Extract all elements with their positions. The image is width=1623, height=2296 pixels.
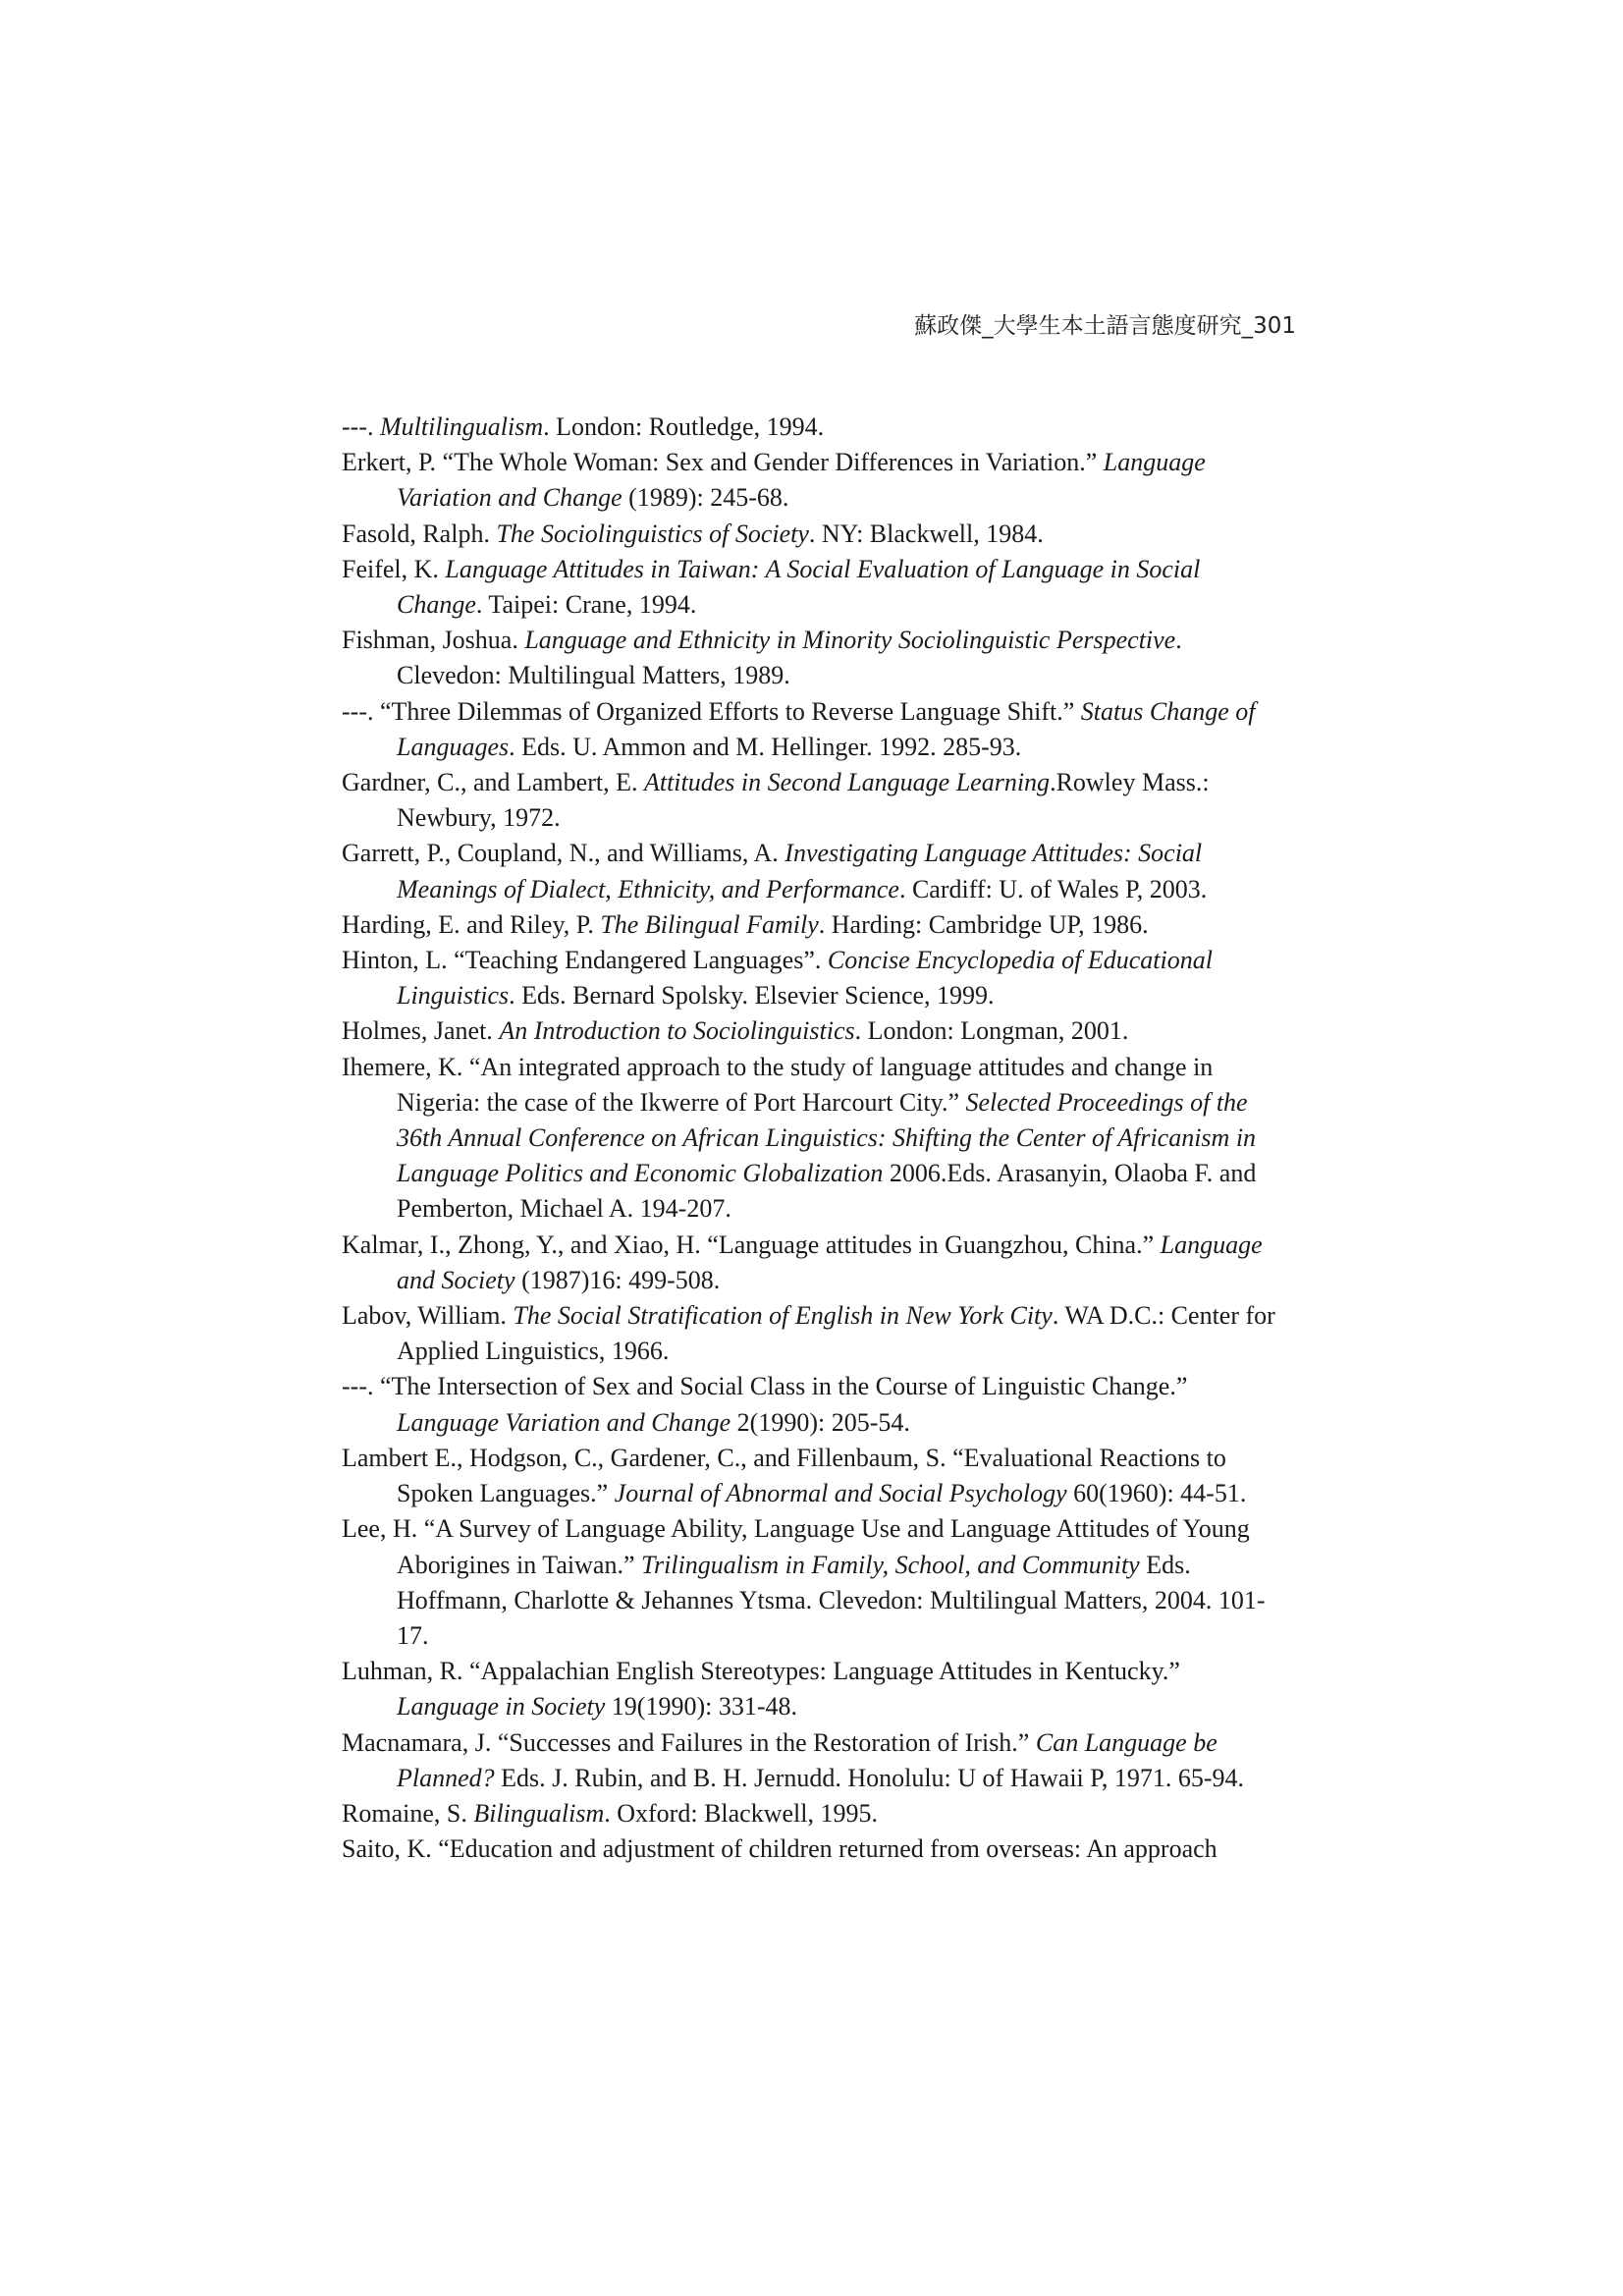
reference-entry bbox=[342, 943, 1284, 1013]
reference-title-italic: The Bilingual Family bbox=[600, 909, 819, 939]
reference-text: ---. “Three Dilemmas of Organized Efforts to Reverse Language Shift.” bbox=[342, 696, 1081, 726]
reference-text: Erkert, P. “The Whole Woman: Sex and Gender Differences in Variation.” bbox=[342, 448, 1104, 477]
reference-title-italic: Trilingualism in Family, School, and Community bbox=[640, 1550, 1140, 1579]
reference-entry bbox=[342, 1050, 1284, 1228]
reference-entry bbox=[342, 1654, 1284, 1724]
reference-entry bbox=[342, 1796, 1284, 1831]
reference-text: Holmes, Janet. bbox=[342, 1016, 500, 1046]
reference-title-italic: The Social Stratification of English in New York City bbox=[513, 1301, 1053, 1331]
reference-title-italic: The Sociolinguistics of Society bbox=[496, 519, 809, 548]
reference-entry bbox=[342, 1013, 1284, 1049]
reference-title-italic: Bilingualism bbox=[473, 1798, 605, 1828]
reference-text: .Rowley Mass.: Newbury, 1972. bbox=[397, 768, 1210, 833]
reference-title-italic: Can Language be Planned? bbox=[397, 1727, 1217, 1792]
reference-text: Romaine, S. bbox=[342, 1798, 474, 1828]
reference-text: Macnamara, J. “Successes and Failures in the Restoration of Irish.” bbox=[342, 1727, 1036, 1757]
reference-title-italic: Language and Society bbox=[397, 1230, 1263, 1294]
running-header: 蘇政傑_大學生本土語言態度研究_301 bbox=[914, 313, 1296, 339]
reference-text: . London: Longman, 2001. bbox=[854, 1016, 1129, 1046]
reference-text: Labov, William. bbox=[342, 1301, 514, 1331]
reference-text: Harding, E. and Riley, P. bbox=[342, 909, 601, 939]
reference-text: ---. bbox=[342, 412, 380, 441]
reference-text: 2(1990): 205-54. bbox=[730, 1407, 910, 1437]
reference-entry bbox=[342, 517, 1284, 552]
reference-entry bbox=[342, 1511, 1284, 1654]
reference-entry bbox=[342, 623, 1284, 693]
reference-text: . Harding: Cambridge UP, 1986. bbox=[818, 909, 1149, 939]
reference-text: Eds. Hoffmann, Charlotte & Jehannes Ytsma. Clevedon: Multilingual Matters, 2004. 101-17. bbox=[397, 1550, 1266, 1650]
reference-text: (1989): 245-68. bbox=[622, 483, 789, 513]
reference-text: Kalmar, I., Zhong, Y., and Xiao, H. “Language attitudes in Guangzhou, China.” bbox=[342, 1230, 1161, 1259]
reference-title-italic: Investigating Language Attitudes: Social Meanings of Dialect, Ethnicity, and Performance bbox=[397, 839, 1203, 903]
reference-list bbox=[342, 410, 1284, 1867]
reference-text: . Taipei: Crane, 1994. bbox=[475, 590, 697, 620]
reference-title-italic: Language Variation and Change bbox=[397, 1407, 731, 1437]
reference-title-italic: Language and Ethnicity in Minority Sociolinguistic Perspective bbox=[524, 626, 1176, 655]
reference-text: Fishman, Joshua. bbox=[342, 626, 525, 655]
reference-title-italic: Attitudes in Second Language Learning bbox=[643, 768, 1051, 797]
reference-text: Garrett, P., Coupland, N., and Williams, A. bbox=[342, 839, 785, 868]
reference-text: Gardner, C., and Lambert, E. bbox=[342, 768, 644, 797]
reference-entry bbox=[342, 1831, 1284, 1867]
reference-text: . NY: Blackwell, 1984. bbox=[808, 519, 1044, 548]
reference-entry bbox=[342, 1725, 1284, 1796]
reference-text: Hinton, L. “Teaching Endangered Languages”. bbox=[342, 946, 828, 975]
reference-title-italic: Status Change of Languages bbox=[397, 696, 1256, 761]
reference-title-italic: Multilingualism bbox=[379, 412, 544, 441]
reference-text: . WA D.C.: Center for Applied Linguistics, 1966. bbox=[397, 1301, 1275, 1366]
reference-text: Luhman, R. “Appalachian English Stereotypes: Language Attitudes in Kentucky.” bbox=[342, 1657, 1180, 1686]
reference-entry bbox=[342, 836, 1284, 906]
reference-title-italic: An Introduction to Sociolinguistics bbox=[499, 1016, 855, 1046]
reference-title-italic: Language Variation and Change bbox=[397, 448, 1206, 513]
reference-entry bbox=[342, 694, 1284, 765]
reference-entry bbox=[342, 1441, 1284, 1511]
reference-title-italic: Concise Encyclopedia of Educational Linguistics bbox=[397, 946, 1213, 1011]
reference-entry bbox=[342, 765, 1284, 836]
reference-entry bbox=[342, 907, 1284, 943]
reference-text: 60(1960): 44-51. bbox=[1066, 1479, 1247, 1508]
reference-text: . Eds. Bernard Spolsky. Elsevier Science, 1999. bbox=[509, 981, 995, 1011]
reference-text: . Eds. U. Ammon and M. Hellinger. 1992. 285-93. bbox=[509, 732, 1022, 761]
reference-entry bbox=[342, 1298, 1284, 1369]
reference-text: ---. “The Intersection of Sex and Social Class in the Course of Linguistic Change.” bbox=[342, 1372, 1188, 1401]
reference-text: Saito, K. “Education and adjustment of children returned from overseas: An approach bbox=[342, 1834, 1217, 1864]
reference-entry bbox=[342, 552, 1284, 623]
reference-text: . Clevedon: Multilingual Matters, 1989. bbox=[397, 626, 1182, 690]
reference-text: . Cardiff: U. of Wales P, 2003. bbox=[898, 874, 1208, 903]
reference-text: Lambert E., Hodgson, C., Gardener, C., and Fillenbaum, S. “Evaluational Reactions to Spoken Languages.” bbox=[342, 1443, 1226, 1508]
reference-entry bbox=[342, 445, 1284, 516]
reference-text: Lee, H. “A Survey of Language Ability, Language Use and Language Attitudes of Young Aborigines in Taiwan.” bbox=[342, 1514, 1250, 1579]
reference-entry bbox=[342, 410, 1284, 445]
reference-title-italic: Language in Society bbox=[397, 1692, 606, 1722]
reference-text: . Oxford: Blackwell, 1995. bbox=[604, 1798, 878, 1828]
reference-text: 19(1990): 331-48. bbox=[605, 1692, 797, 1722]
reference-text: 2006.Eds. Arasanyin, Olaoba F. and Pemberton, Michael A. 194-207. bbox=[397, 1159, 1257, 1224]
reference-entry bbox=[342, 1369, 1284, 1440]
reference-text: (1987)16: 499-508. bbox=[514, 1265, 721, 1294]
reference-text: Eds. J. Rubin, and B. H. Jernudd. Honolulu: U of Hawaii P, 1971. 65-94. bbox=[494, 1763, 1245, 1792]
reference-text: Ihemere, K. “An integrated approach to the study of language attitudes and change in Nigeria: the case of the Ikwerre of Port Harcourt City.” bbox=[342, 1052, 1214, 1117]
reference-title-italic: Language Attitudes in Taiwan: A Social Evaluation of Language in Social Change bbox=[397, 554, 1201, 620]
reference-text: . London: Routledge, 1994. bbox=[543, 412, 825, 441]
reference-text: Feifel, K. bbox=[342, 554, 446, 583]
reference-entry bbox=[342, 1228, 1284, 1298]
reference-text: Fasold, Ralph. bbox=[342, 519, 497, 548]
reference-title-italic: Journal of Abnormal and Social Psychology bbox=[614, 1479, 1067, 1508]
reference-title-italic: Selected Proceedings of the 36th Annual Conference on African Linguistics: Shifting the Center of Africanism in Language Politics and Economic Globalization bbox=[397, 1087, 1257, 1188]
